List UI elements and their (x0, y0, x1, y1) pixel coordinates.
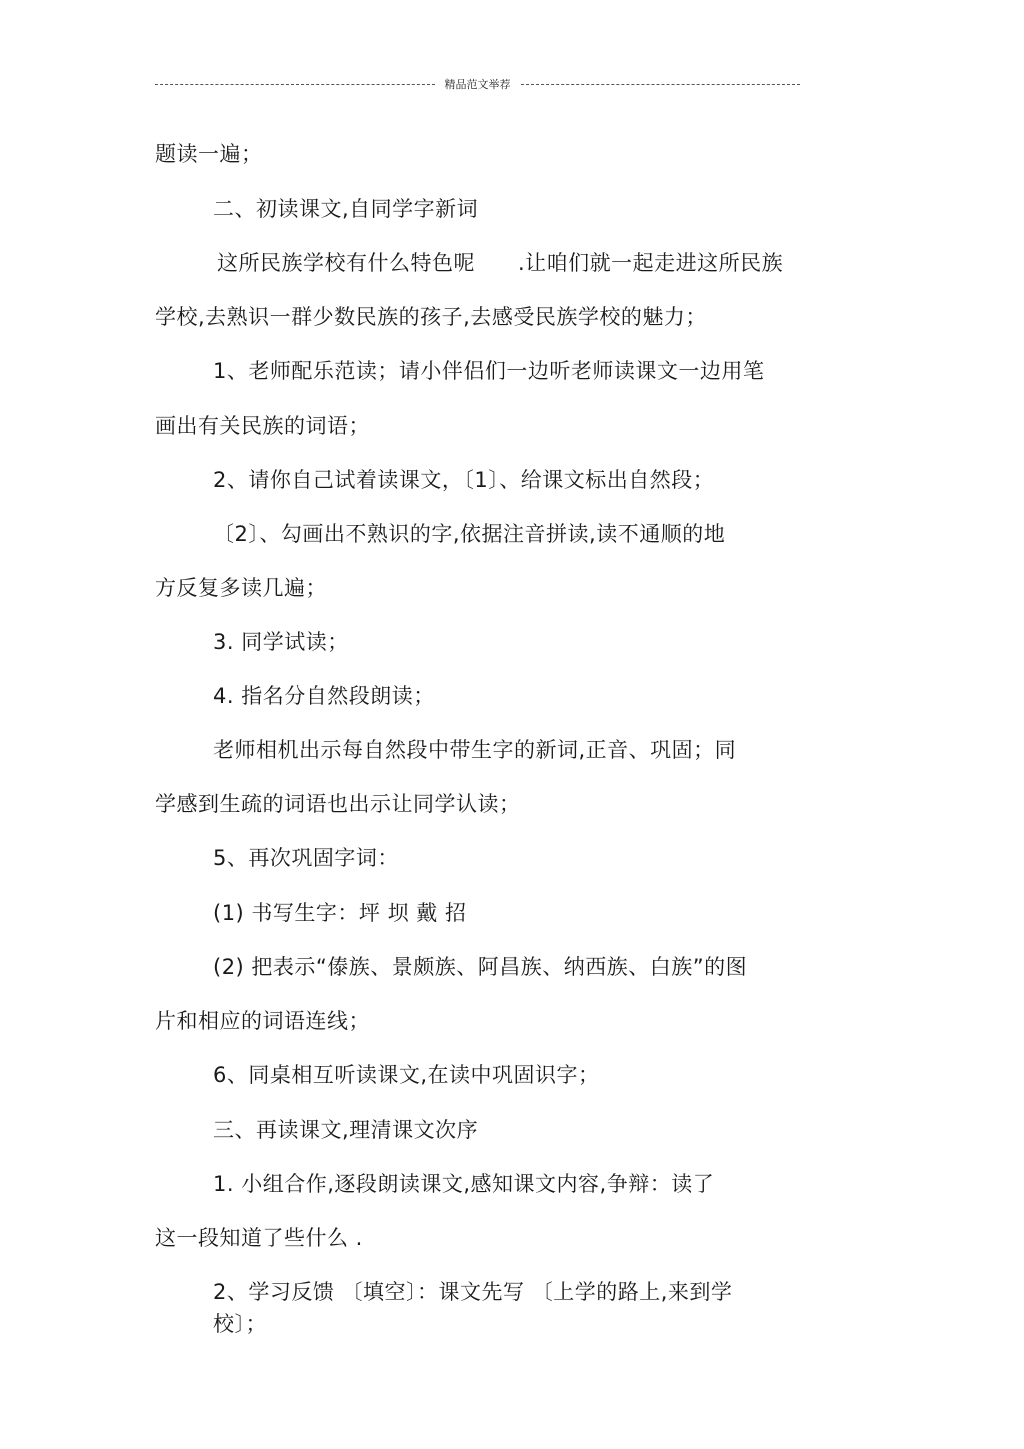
text-line: 1、老师配乐范读；请小伴侣们一边听老师读课文一边用笔 (213, 359, 765, 383)
text-line: 画出有关民族的词语； (155, 414, 370, 438)
page-header (155, 74, 800, 94)
text-line: 〔2〕、勾画出不熟识的字,依据注音拼读,读不通顺的地 (213, 522, 726, 546)
text-line: 方反复多读几遍； (155, 576, 327, 600)
text-line: 校〕； (213, 1312, 267, 1336)
section-heading: 二、初读课文,自同学字新词 (213, 197, 479, 221)
header-title: 精品范文举荐 (444, 78, 511, 91)
text-line: (2) 把表示“傣族、景颇族、阿昌族、纳西族、白族”的图 (213, 955, 748, 979)
text-line: 6、同桌相互听读课文,在读中巩固识字； (213, 1063, 600, 1087)
text-line: 这所民族学校有什么特色呢 .让咱们就一起走进这所民族 (217, 251, 784, 275)
text-line: 题读一遍； (155, 142, 263, 166)
text-line: (1) 书写生字：坪 坝 戴 招 (213, 901, 467, 925)
text-line: 学校,去熟识一群少数民族的孩子,去感受民族学校的魅力； (155, 305, 707, 329)
text-line: 老师相机出示每自然段中带生字的新词,正音、巩固；同 (213, 738, 737, 762)
text-line: 这一段知道了些什么 . (155, 1226, 363, 1250)
text-line: 学感到生疏的词语也出示让同学认读； (155, 792, 521, 816)
text-line: 5、再次巩固字词： (213, 846, 399, 870)
text-line: 1. 小组合作,逐段朗读课文,感知课文内容,争辩：读了 (213, 1172, 715, 1196)
header-dash-left (155, 84, 435, 85)
section-heading: 三、再读课文,理清课文次序 (213, 1118, 479, 1142)
text-line: 2、请你自己试着读课文，〔1〕、给课文标出自然段； (213, 468, 715, 492)
text-line: 片和相应的词语连线； (155, 1009, 370, 1033)
header-dash-right (521, 84, 801, 85)
text-line: 3. 同学试读； (213, 630, 349, 654)
text-line: 4. 指名分自然段朗读； (213, 684, 435, 708)
text-line: 2、学习反馈 〔填空〕：课文先写 〔上学的路上,来到学 (213, 1280, 733, 1304)
